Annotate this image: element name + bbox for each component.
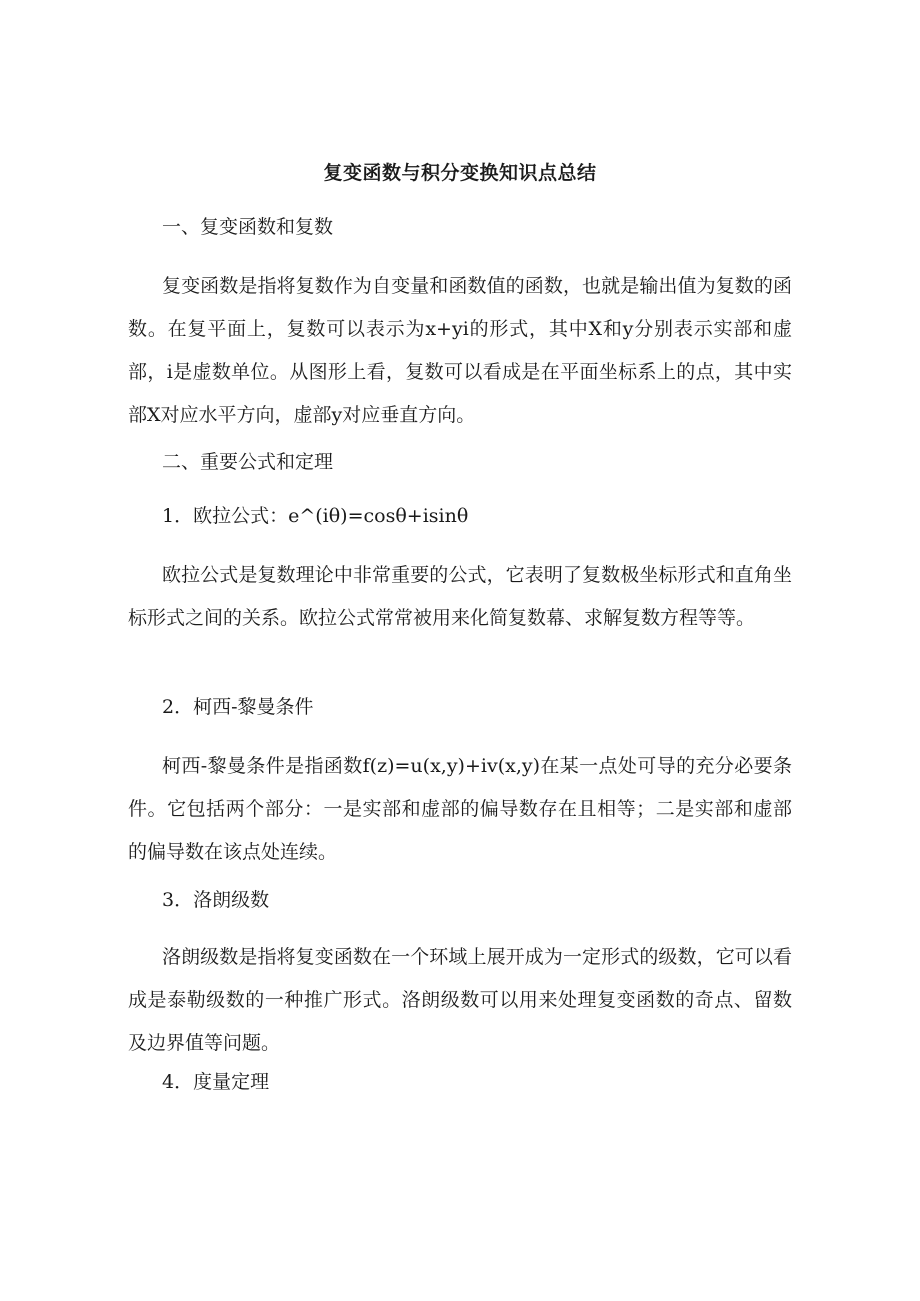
subheading-euler-formula: 1．欧拉公式：e^(iθ)=cosθ+isinθ — [162, 505, 469, 527]
paragraph-euler-formula: 欧拉公式是复数理论中非常重要的公式，它表明了复数极坐标形式和直角坐标形式之间的关系。欧拉公式常常被用来化简复数幕、求解复数方程等等。 — [128, 564, 792, 629]
section-heading-complex-functions: 一、复变函数和复数 — [162, 216, 334, 238]
subheading-laurent-series: 3．洛朗级数 — [162, 889, 270, 911]
subheading-measure-theorem: 4．度量定理 — [162, 1071, 270, 1093]
paragraph-cauchy-riemann: 柯西-黎曼条件是指函数f(z)=u(x,y)+iv(x,y)在某一点处可导的充分必要条件。它包括两个部分：一是实部和虚部的偏导数存在且相等；二是实部和虚部的偏导数在该点处连续。 — [128, 755, 792, 863]
page-title: 复变函数与积分变换知识点总结 — [323, 162, 597, 184]
section-heading-formulas: 二、重要公式和定理 — [162, 451, 334, 473]
subheading-cauchy-riemann: 2．柯西-黎曼条件 — [162, 696, 314, 718]
paragraph-laurent-series: 洛朗级数是指将复变函数在一个环域上展开成为一定形式的级数，它可以看成是泰勒级数的一种推广形式。洛朗级数可以用来处理复变函数的奇点、留数及边界值等问题。 — [128, 946, 792, 1054]
paragraph-complex-functions: 复变函数是指将复数作为自变量和函数值的函数，也就是输出值为复数的函数。在复平面上，复数可以表示为x+yi的形式，其中X和y分别表示实部和虚部，i是虚数单位。从图形上看，复数可以看成是在平面坐标系上的点，其中实部X对应水平方向，虚部y对应垂直方向。 — [128, 275, 792, 426]
